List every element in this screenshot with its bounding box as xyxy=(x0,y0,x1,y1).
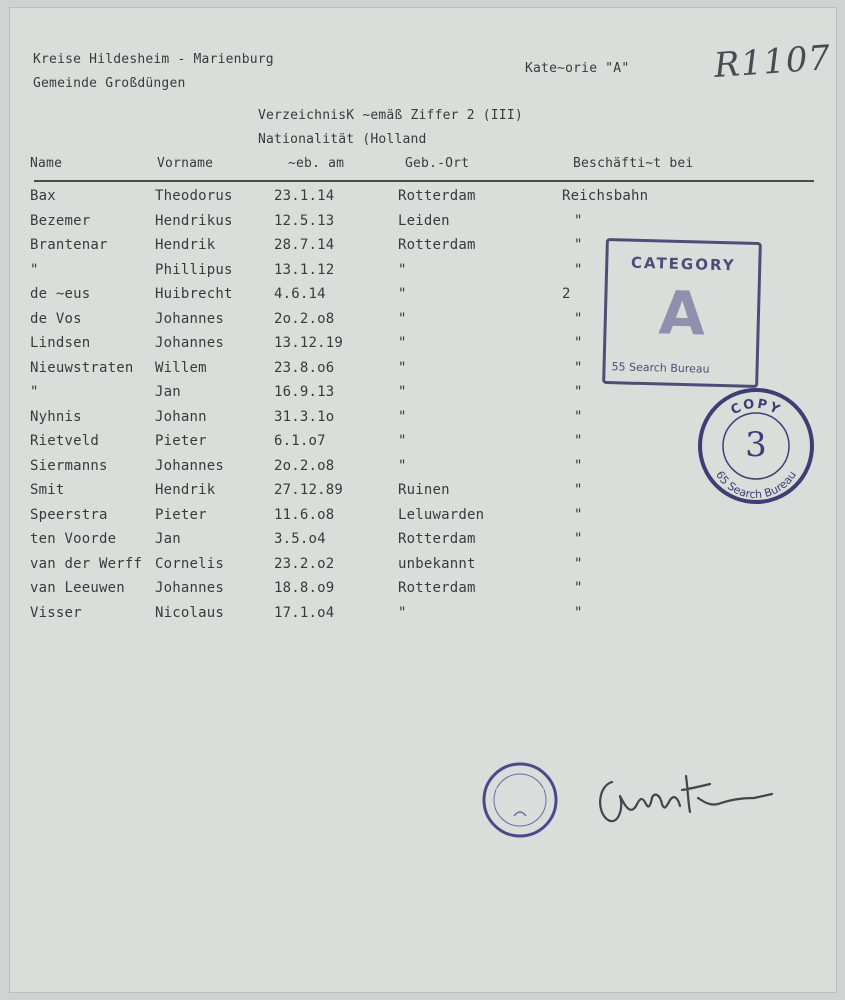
cell-vorname: Huibrecht xyxy=(155,286,233,302)
cell-geb-ort: " xyxy=(398,433,407,449)
cell-beschaeftigt: Reichsbahn xyxy=(562,188,649,204)
cell-geb-am: 31.3.1o xyxy=(274,408,335,425)
cell-geb-ort: " xyxy=(398,604,407,621)
cell-name: de ~eus xyxy=(30,286,91,302)
cell-vorname: Nicolaus xyxy=(155,604,225,621)
copy-stamp-top: COPY xyxy=(728,396,784,419)
cell-beschaeftigt: " xyxy=(574,408,583,425)
cell-vorname: Pieter xyxy=(155,433,207,449)
cell-name: Lindsen xyxy=(30,335,91,351)
cell-name: Nyhnis xyxy=(30,408,82,425)
category-stamp-title: CATEGORY xyxy=(630,253,736,275)
cell-beschaeftigt: " xyxy=(574,310,583,327)
cell-name: Nieuwstraten xyxy=(30,359,134,376)
cell-beschaeftigt: " xyxy=(574,555,583,572)
cell-vorname: Johannes xyxy=(155,310,225,327)
cell-name: Bezemer xyxy=(30,212,91,229)
cell-geb-ort: " xyxy=(398,286,407,302)
cell-vorname: Jan xyxy=(155,384,181,400)
cell-beschaeftigt: " xyxy=(574,433,583,449)
cell-name: " xyxy=(30,261,39,278)
cell-vorname: Willem xyxy=(155,359,207,376)
cell-geb-am: 28.7.14 xyxy=(274,237,335,253)
cell-vorname: Theodorus xyxy=(155,188,233,204)
cell-geb-am: 13.12.19 xyxy=(274,335,344,351)
cell-geb-am: 2o.2.o8 xyxy=(274,310,335,327)
cell-geb-ort: Leiden xyxy=(398,212,450,229)
cell-geb-am: 23.1.14 xyxy=(274,188,335,204)
copy-stamp-number: 3 xyxy=(745,425,767,465)
cell-geb-ort: Rotterdam xyxy=(398,237,476,253)
cell-vorname: Jan xyxy=(155,531,181,547)
column-header-name: Name xyxy=(30,156,63,171)
cell-beschaeftigt: " xyxy=(574,457,583,474)
cell-geb-ort: Rotterdam xyxy=(398,580,476,596)
cell-geb-ort: " xyxy=(398,335,407,351)
cell-name: van der Werff xyxy=(30,555,143,572)
cell-beschaeftigt: " xyxy=(574,482,583,498)
cell-geb-am: 6.1.o7 xyxy=(274,433,326,449)
cell-geb-am: 18.8.o9 xyxy=(274,580,335,596)
municipality-line: Gemeinde Großdüngen xyxy=(33,76,186,91)
cell-geb-am: 23.2.o2 xyxy=(274,555,335,572)
cell-vorname: Johannes xyxy=(155,335,225,351)
svg-text:65 Search Bureau xyxy=(713,469,799,501)
category-stamp xyxy=(602,238,762,388)
cell-name: Rietveld xyxy=(30,433,100,449)
cell-geb-ort: " xyxy=(398,310,407,327)
cell-name: Visser xyxy=(30,604,82,621)
cell-geb-ort: Leluwarden xyxy=(398,506,485,523)
cell-vorname: Hendrikus xyxy=(155,212,233,229)
list-title: VerzeichnisK ~emäß Ziffer 2 (III) xyxy=(258,108,523,123)
cell-vorname: Johannes xyxy=(155,580,225,596)
cell-vorname: Johann xyxy=(155,408,207,425)
cell-geb-ort: " xyxy=(398,408,407,425)
cell-beschaeftigt: " xyxy=(574,359,583,376)
copy-stamp-bottom: 65 Search Bureau xyxy=(713,468,799,502)
cell-geb-ort: Ruinen xyxy=(398,482,450,498)
cell-geb-am: 23.8.o6 xyxy=(274,359,335,376)
cell-beschaeftigt: " xyxy=(574,237,583,253)
cell-geb-am: 2o.2.o8 xyxy=(274,457,335,474)
cell-geb-ort: " xyxy=(398,457,407,474)
cell-beschaeftigt: " xyxy=(574,580,583,596)
cell-geb-ort: Rotterdam xyxy=(398,188,476,204)
cell-geb-am: 27.12.89 xyxy=(274,482,344,498)
cell-name: Bax xyxy=(30,188,56,204)
column-header-vorname: Vorname xyxy=(157,156,214,171)
handwritten-reference: R1107 xyxy=(712,37,833,87)
header-rule xyxy=(34,180,814,182)
cell-geb-am: 17.1.o4 xyxy=(274,604,335,621)
category-stamp-letter: A xyxy=(657,278,707,350)
signature xyxy=(590,768,775,828)
cell-vorname: Phillipus xyxy=(155,261,233,278)
column-header-geb-am: ~eb. am xyxy=(288,156,345,171)
cell-vorname: Pieter xyxy=(155,506,207,523)
cell-beschaeftigt: 2 xyxy=(562,286,571,302)
cell-geb-ort: " xyxy=(398,359,407,376)
cell-beschaeftigt: " xyxy=(574,506,583,523)
cell-name: " xyxy=(30,384,39,400)
category-stamp-footer: 55 Search Bureau xyxy=(611,360,710,376)
cell-geb-ort: " xyxy=(398,384,407,400)
municipal-seal-stamp xyxy=(480,760,560,840)
cell-geb-ort: Rotterdam xyxy=(398,531,476,547)
cell-beschaeftigt: " xyxy=(574,604,583,621)
cell-name: Smit xyxy=(30,482,65,498)
cell-vorname: Hendrik xyxy=(155,237,216,253)
cell-geb-ort: unbekannt xyxy=(398,555,476,572)
category-label: Kate~orie "A" xyxy=(525,61,630,76)
cell-name: Brantenar xyxy=(30,237,108,253)
district-line: Kreise Hildesheim - Marienburg xyxy=(33,52,274,67)
cell-geb-am: 16.9.13 xyxy=(274,384,335,400)
cell-name: de Vos xyxy=(30,310,82,327)
cell-name: ten Voorde xyxy=(30,531,117,547)
cell-name: Speerstra xyxy=(30,506,108,523)
cell-geb-am: 4.6.14 xyxy=(274,286,326,302)
cell-beschaeftigt: " xyxy=(574,261,583,278)
cell-geb-am: 11.6.o8 xyxy=(274,506,335,523)
cell-name: van Leeuwen xyxy=(30,580,125,596)
cell-beschaeftigt: " xyxy=(574,531,583,547)
svg-text:COPY xyxy=(729,397,784,419)
column-header-geb-ort: Geb.-Ort xyxy=(405,156,470,171)
cell-vorname: Cornelis xyxy=(155,555,225,572)
copy-stamp xyxy=(696,386,816,506)
cell-geb-ort: " xyxy=(398,261,407,278)
cell-geb-am: 3.5.o4 xyxy=(274,531,326,547)
cell-vorname: Johannes xyxy=(155,457,225,474)
cell-beschaeftigt: " xyxy=(574,335,583,351)
nationality-line: Nationalität (Holland xyxy=(258,132,427,147)
cell-name: Siermanns xyxy=(30,457,108,474)
cell-geb-am: 13.1.12 xyxy=(274,261,335,278)
cell-beschaeftigt: " xyxy=(574,384,583,400)
cell-beschaeftigt: " xyxy=(574,212,583,229)
column-header-beschaeftigt: Beschäfti~t bei xyxy=(573,156,694,171)
cell-geb-am: 12.5.13 xyxy=(274,212,335,229)
document-page xyxy=(10,8,836,992)
cell-vorname: Hendrik xyxy=(155,482,216,498)
